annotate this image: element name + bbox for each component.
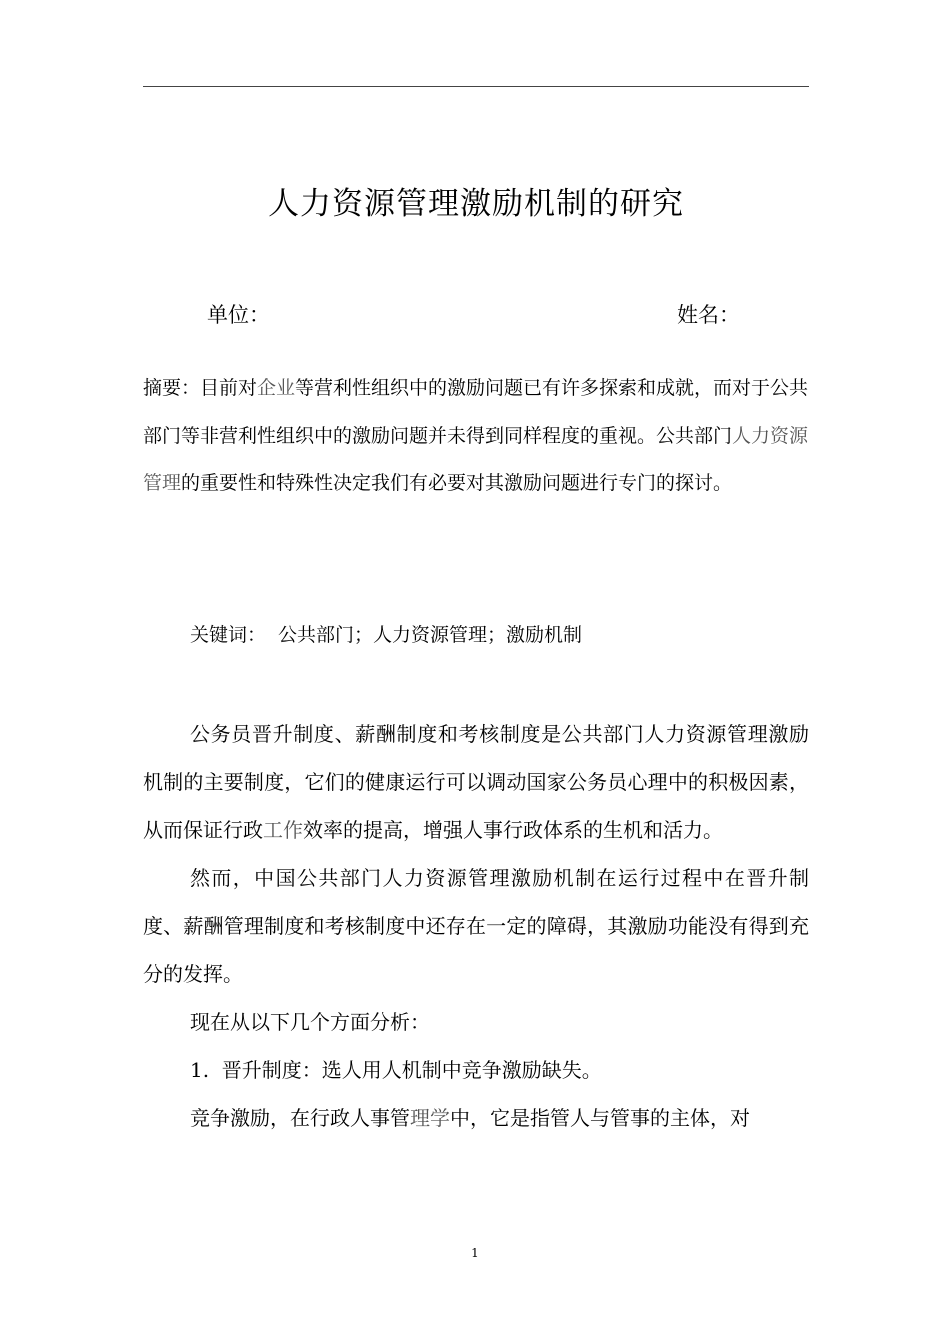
- unit-label: 单位：: [207, 303, 270, 327]
- abstract-link-enterprise[interactable]: 企业: [257, 377, 296, 399]
- paragraph-5-link-theory[interactable]: 理学: [410, 1106, 450, 1130]
- paragraph-2: 然而，中国公共部门人力资源管理激励机制在运行过程中在晋升制度、薪酬管理制度和考核制度中还存在一定的障碍，其激励功能没有得到充分的发挥。: [143, 866, 809, 986]
- paragraph-5-text-a: 竞争激励，在行政人事管: [190, 1106, 410, 1130]
- abstract-text-2: 等营利性组织中的激励问题已有许多探索和成就，而对于公共部门等非营利性组织中的激励问题并未得到同样程度的重视。公共部门: [143, 377, 809, 447]
- abstract-text-3: 的重要性和特殊性决定我们有必要对其激励问题进行专门的探讨。: [181, 472, 733, 494]
- paragraph-5: [143, 1094, 809, 1142]
- page-number: 1: [471, 1246, 479, 1260]
- abstract-link-hrm[interactable]: 人力资源管理: [143, 424, 809, 494]
- paragraph-1-text-b: 效率的提高，增强人事行政体系的生机和活力。: [303, 818, 723, 842]
- body-text: [143, 710, 809, 1142]
- abstract: [143, 365, 809, 508]
- keywords-label: 关键词：: [190, 624, 267, 646]
- paragraph-3: 现在从以下几个方面分析：: [190, 1010, 430, 1034]
- header-rule: [143, 86, 809, 87]
- paragraph-5-text-b: 中，它是指管人与管事的主体，对: [450, 1106, 750, 1130]
- paragraph-1: [143, 710, 809, 854]
- paragraph-1-link-work[interactable]: 工作: [263, 818, 303, 842]
- document-title: 人力资源管理激励机制的研究: [268, 186, 684, 222]
- name-label: 姓名：: [677, 303, 740, 327]
- paragraph-1-text-a: 公务员晋升制度、薪酬制度和考核制度是公共部门人力资源管理激励机制的主要制度，它们的健康运行可以调动国家公务员心理中的积极因素，从而保证行政: [143, 722, 809, 842]
- keywords-value: 公共部门；人力资源管理；激励机制: [278, 624, 583, 646]
- keywords: [190, 620, 582, 647]
- paragraph-4: 1. 晋升制度：选人用人机制中竞争激励缺失。: [190, 1058, 602, 1082]
- abstract-text-1: 摘要：目前对: [143, 377, 258, 399]
